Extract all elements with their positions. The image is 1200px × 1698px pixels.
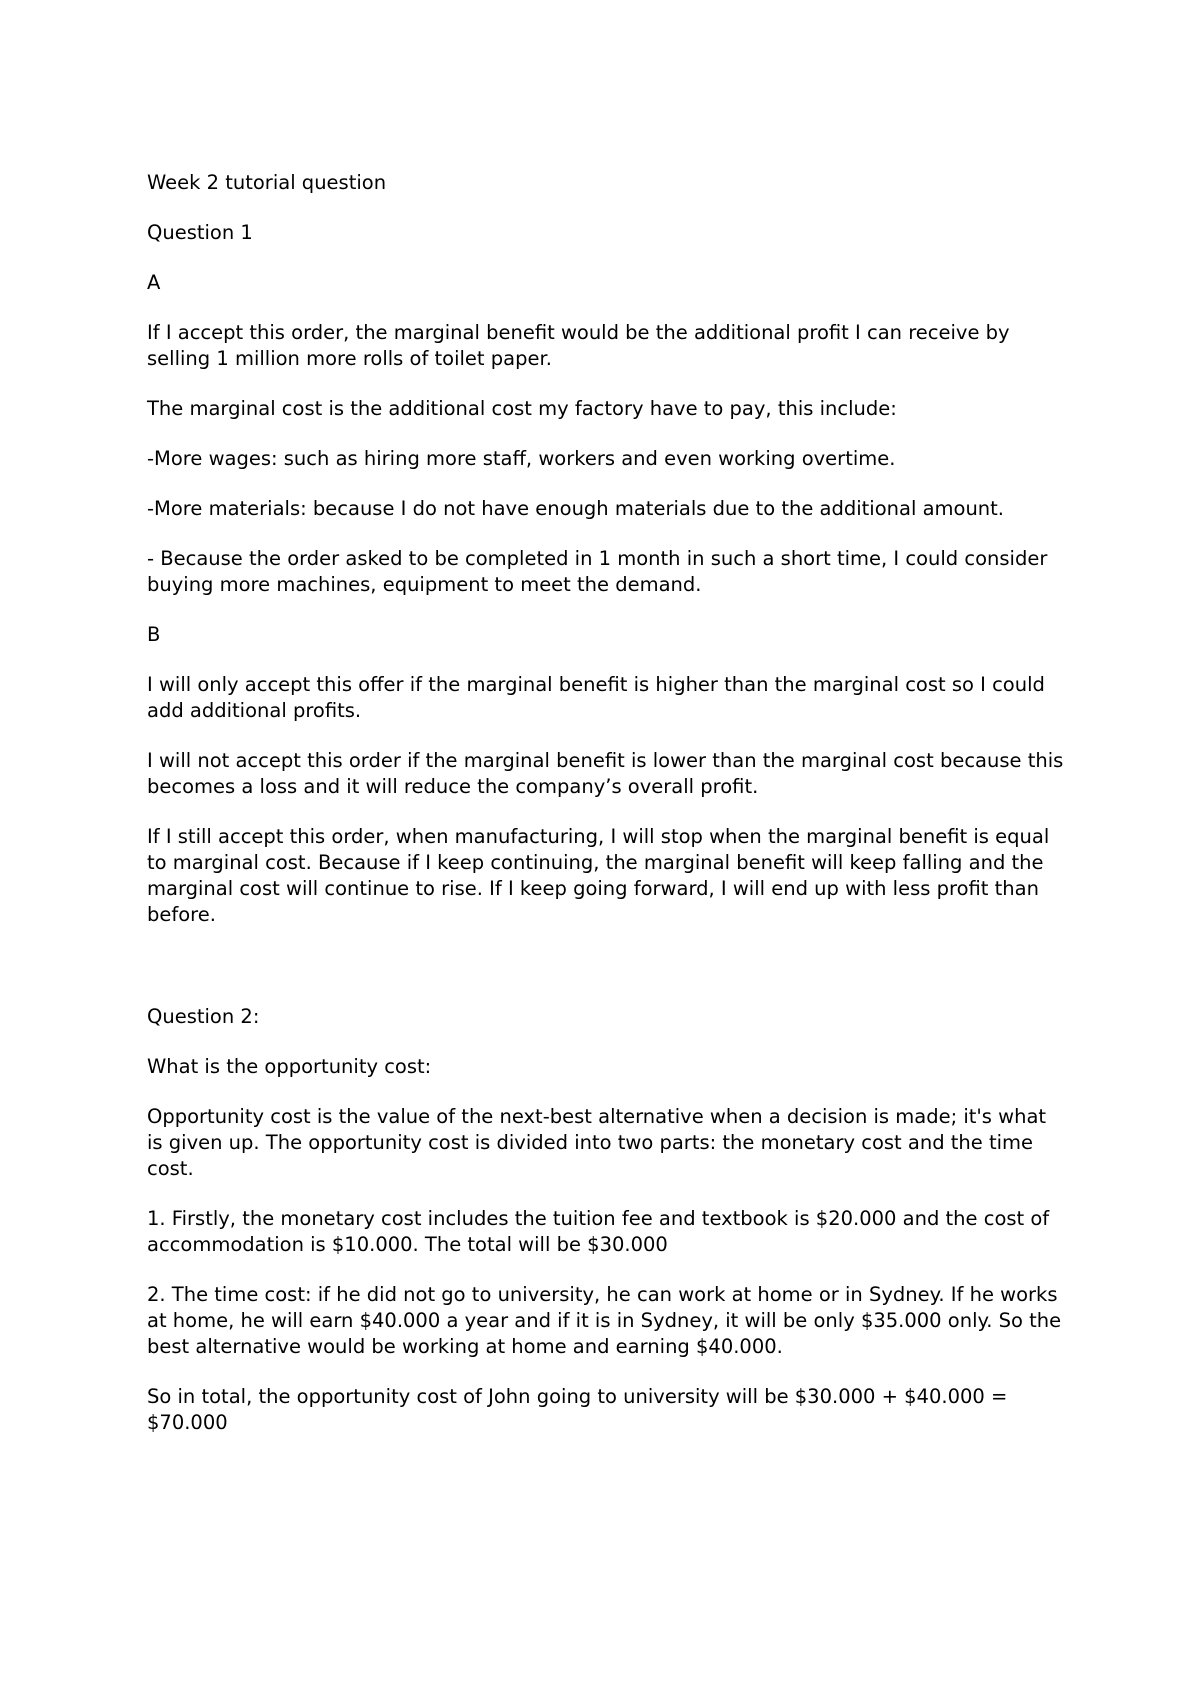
question-1-b-paragraph-3: If I still accept this order, when manufacturing, I will stop when the marginal benefit is equal to marginal cost. Because if I keep continuing, the marginal benefit will keep falling and the marginal cost will continue to rise. If I keep going forward, I will end up with less profit than before. [147,825,1050,926]
question-1-part-a-label: A [147,271,161,294]
question-1-a-paragraph-5: - Because the order asked to be completed in 1 month in such a short time, I could consider buying more machines, equipment to meet the demand. [147,547,1048,596]
question-2-paragraph-5: So in total, the opportunity cost of John going to university will be $30.000 + $40.000 = $70.000 [147,1385,1008,1434]
question-1-a-paragraph-1: If I accept this order, the marginal benefit would be the additional profit I can receive by selling 1 million more rolls of toilet paper. [147,321,1010,370]
question-1-a-paragraph-2: The marginal cost is the additional cost my factory have to pay, this include: [147,397,897,420]
question-1-a-paragraph-4: -More materials: because I do not have enough materials due to the additional amount. [147,497,1005,520]
question-1-part-b-label: B [147,623,161,646]
section-spacer [147,952,1067,1004]
document-title: Week 2 tutorial question [147,171,387,194]
question-1-b-paragraph-2: I will not accept this order if the marginal benefit is lower than the marginal cost because this becomes a loss and it will reduce the company’s overall profit. [147,749,1064,798]
document-body [147,170,1067,1460]
question-2-paragraph-4: 2. The time cost: if he did not go to university, he can work at home or in Sydney. If he works at home, he will earn $40.000 a year and if it is in Sydney, it will be only $35.000 only. So the best alternative would be working at home and earning $40.000. [147,1283,1062,1358]
question-2-paragraph-1: What is the opportunity cost: [147,1055,432,1078]
question-2-heading: Question 2: [147,1005,260,1028]
question-1-b-paragraph-1: I will only accept this offer if the marginal benefit is higher than the marginal cost so I could add additional profits. [147,673,1045,722]
question-1-a-paragraph-3: -More wages: such as hiring more staff, workers and even working overtime. [147,447,896,470]
question-1-heading: Question 1 [147,221,253,244]
question-2-paragraph-3: 1. Firstly, the monetary cost includes the tuition fee and textbook is $20.000 and the cost of accommodation is $10.000. The total will be $30.000 [147,1207,1050,1256]
question-2-paragraph-2: Opportunity cost is the value of the next-best alternative when a decision is made; it's what is given up. The opportunity cost is divided into two parts: the monetary cost and the time cost. [147,1105,1047,1180]
